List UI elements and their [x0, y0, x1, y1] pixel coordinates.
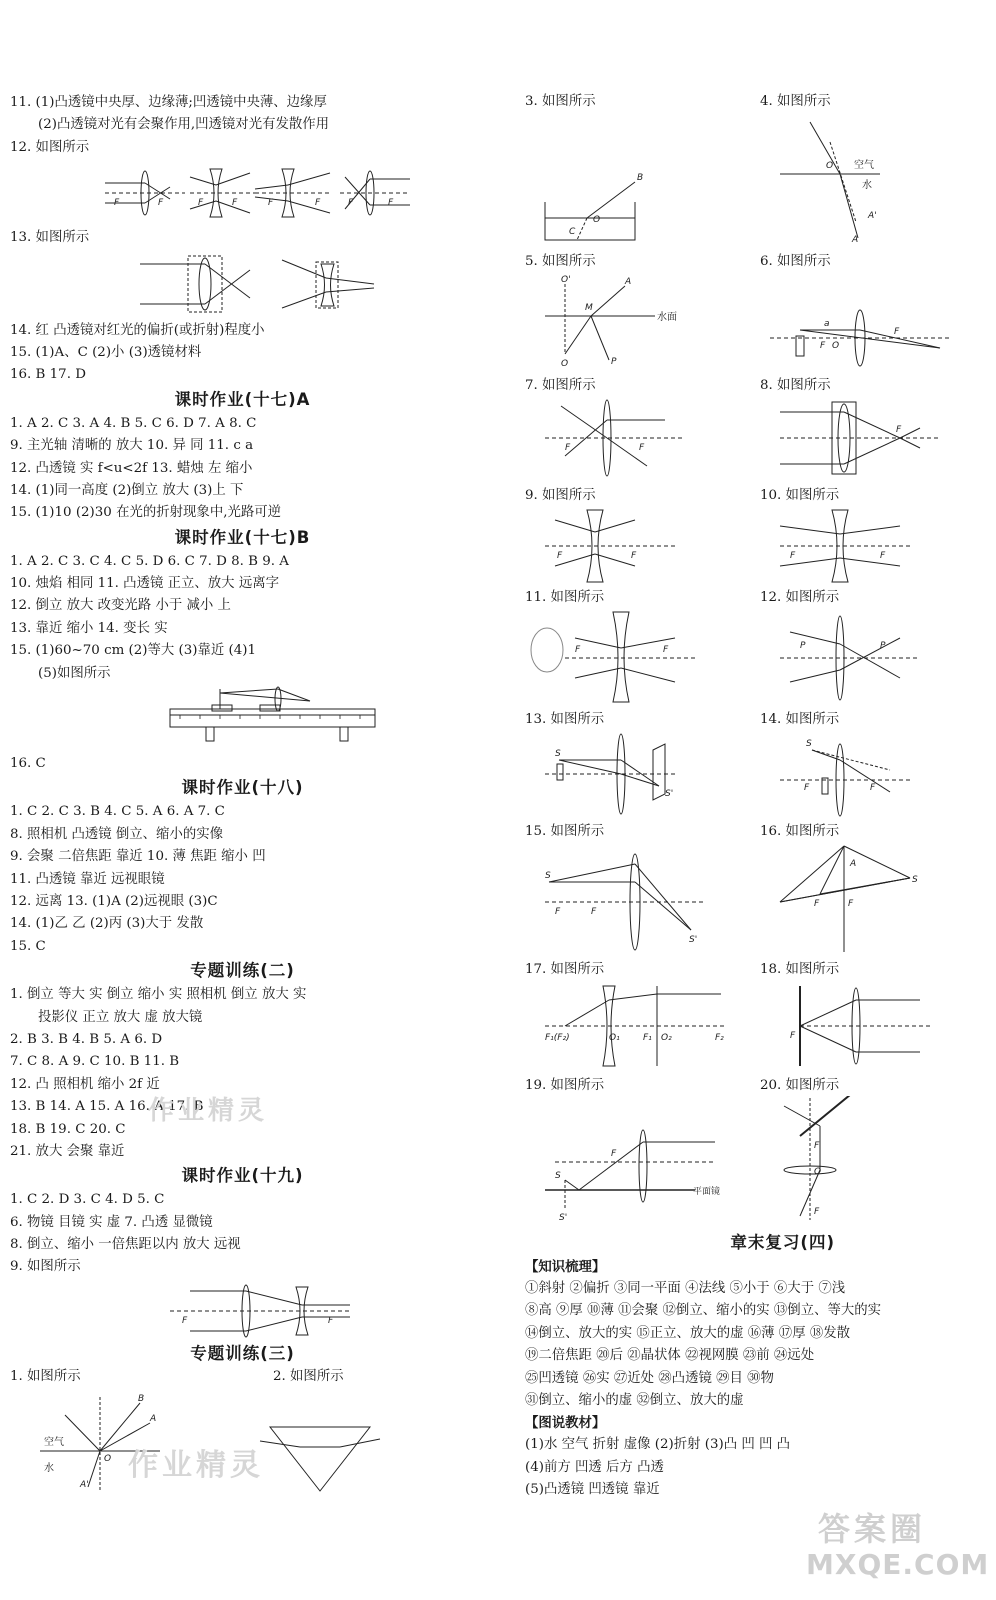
- svg-text:O: O: [104, 1453, 112, 1464]
- answer-z2-line: 18. B 19. C 20. C: [10, 1121, 126, 1137]
- right-column: [525, 92, 995, 1502]
- svg-text:F: F: [639, 443, 645, 453]
- svg-text:O: O: [593, 215, 601, 225]
- diagram-5: [525, 272, 760, 372]
- svg-text:O: O: [832, 341, 840, 351]
- answer-17a-line: 1. A 2. C 3. A 4. B 5. C 6. D 7. A 8. C: [10, 415, 257, 431]
- watermark-logo: 答案圈: [818, 1510, 927, 1548]
- caption-8: 8. 如图所示: [760, 378, 831, 393]
- lens-diagram-q13: [10, 250, 475, 320]
- caption-3: 3. 如图所示: [525, 94, 596, 109]
- diagram-3: [525, 112, 760, 248]
- svg-text:F: F: [894, 327, 900, 337]
- svg-text:F: F: [804, 783, 810, 793]
- diagram-17: [525, 980, 760, 1072]
- label-mirror: 平面镜: [693, 1187, 721, 1197]
- caption-12: 12. 如图所示: [760, 590, 840, 605]
- svg-text:O: O: [826, 161, 834, 171]
- caption-13: 13. 如图所示: [525, 712, 605, 727]
- svg-text:F: F: [790, 551, 796, 561]
- heading-17b: 课时作业(十七)B: [174, 527, 311, 547]
- caption-18: 18. 如图所示: [760, 962, 840, 977]
- svg-text:F: F: [848, 899, 854, 909]
- svg-text:O: O: [561, 359, 569, 369]
- svg-text:F: F: [631, 551, 637, 561]
- lens-diagram-q12: [10, 159, 475, 227]
- answer-18-line: 8. 照相机 凸透镜 倒立、缩小的实像: [10, 826, 224, 842]
- svg-text:S: S: [912, 875, 918, 885]
- answer-18-line: 11. 凸透镜 靠近 远视眼镜: [10, 871, 165, 887]
- svg-text:F₂: F₂: [715, 1033, 724, 1043]
- svg-text:A: A: [625, 277, 632, 287]
- svg-text:F: F: [814, 899, 820, 909]
- svg-text:A': A': [868, 211, 877, 221]
- answer-18-line: 9. 会聚 二倍焦距 靠近 10. 薄 焦距 缩小 凹: [10, 849, 266, 865]
- answer-17b-line: 13. 靠近 缩小 14. 变长 实: [10, 620, 168, 636]
- answer-z3-2: 2. 如图所示: [273, 1368, 344, 1384]
- svg-text:F: F: [814, 1141, 820, 1151]
- diagram-12: [760, 608, 995, 706]
- svg-text:F: F: [814, 1207, 820, 1217]
- svg-text:S: S: [545, 871, 551, 881]
- answer-z3-1: 1. 如图所示: [10, 1368, 81, 1384]
- svg-text:F: F: [896, 425, 902, 435]
- label-water-4: 水: [862, 180, 872, 191]
- svg-text:B: B: [637, 173, 644, 183]
- svg-text:M: M: [585, 303, 593, 313]
- svg-text:S: S: [806, 739, 812, 749]
- caption-6: 6. 如图所示: [760, 254, 831, 269]
- svg-text:P: P: [611, 357, 617, 367]
- answer-18-line: 14. (1)乙 乙 (2)丙 (3)大于 发散: [10, 916, 204, 932]
- watermark: 作业精灵: [128, 1448, 264, 1483]
- answer-17a-line: 12. 凸透镜 实 f<u<2f 13. 蜡烛 左 缩小: [10, 460, 253, 476]
- answer-17a-line: 14. (1)同一高度 (2)倒立 放大 (3)上 下: [10, 482, 244, 498]
- answer-18-line: 1. C 2. C 3. B 4. C 5. A 6. A 7. C: [10, 804, 225, 820]
- svg-text:S': S': [665, 789, 674, 799]
- svg-text:a: a: [824, 319, 830, 329]
- svg-text:A: A: [850, 859, 857, 869]
- svg-text:F: F: [328, 1315, 334, 1326]
- svg-text:A': A': [80, 1479, 89, 1490]
- svg-text:F: F: [555, 907, 561, 917]
- answer-16: 16. B 17. D: [10, 367, 86, 383]
- svg-text:F: F: [198, 198, 204, 209]
- heading-18: 课时作业(十八): [181, 778, 304, 798]
- textbook-line: (4)前方 凹透 后方 凸透: [525, 1459, 664, 1475]
- answer-12: 12. 如图所示: [10, 139, 90, 155]
- svg-text:F: F: [790, 1031, 796, 1041]
- answer-z2-line: 投影仪 正立 放大 虚 放大镜: [38, 1009, 203, 1025]
- heading-chapter-review: 章末复习(四): [730, 1233, 835, 1252]
- answer-15: 15. (1)A、C (2)小 (3)透镜材料: [10, 344, 202, 360]
- svg-text:F: F: [663, 645, 669, 655]
- knowledge-line: ⑧高 ⑨厚 ⑩薄 ⑪会聚 ⑫倒立、缩小的实 ⑬倒立、等大的实: [525, 1303, 882, 1319]
- knowledge-line: ㉛倒立、缩小的虚 ㉜倒立、放大的虚: [525, 1392, 744, 1408]
- answer-19-line: 8. 倒立、缩小 一倍焦距以内 放大 远视: [10, 1237, 241, 1253]
- answer-11b: (2)凸透镜对光有会聚作用,凹透镜对光有发散作用: [38, 117, 330, 133]
- diagram-7: [525, 396, 760, 482]
- textbook-line: (5)凸透镜 凹透镜 靠近: [525, 1482, 660, 1498]
- answer-z2-line: 21. 放大 会聚 靠近: [10, 1143, 125, 1159]
- left-column: [10, 92, 475, 1497]
- caption-11: 11. 如图所示: [525, 590, 605, 605]
- answer-z2-line: 2. B 3. B 4. B 5. A 6. D: [10, 1031, 163, 1047]
- label-air: 空气: [44, 1436, 64, 1448]
- svg-text:B: B: [138, 1393, 145, 1404]
- answer-13: 13. 如图所示: [10, 230, 90, 246]
- caption-17: 17. 如图所示: [525, 962, 605, 977]
- svg-text:F: F: [591, 907, 597, 917]
- svg-text:C: C: [569, 227, 576, 237]
- caption-4: 4. 如图所示: [760, 94, 831, 109]
- svg-text:A: A: [150, 1413, 157, 1424]
- answer-14: 14. 红 凸透镜对红光的偏折(或折射)程度小: [10, 322, 265, 338]
- diagram-19: [525, 1096, 760, 1226]
- caption-14: 14. 如图所示: [760, 712, 840, 727]
- answer-17b-line: 1. A 2. C 3. C 4. C 5. D 6. C 7. D 8. B 9. A: [10, 553, 289, 569]
- answer-19-line: 9. 如图所示: [10, 1259, 81, 1275]
- answer-18-line: 15. C: [10, 938, 46, 954]
- svg-text:S: S: [555, 1171, 561, 1181]
- caption-5: 5. 如图所示: [525, 254, 596, 269]
- svg-text:F: F: [575, 645, 581, 655]
- watermark-site: MXQE.COM: [806, 1548, 990, 1581]
- answer-17b-line: 15. (1)60~70 cm (2)等大 (3)靠近 (4)1: [10, 643, 257, 659]
- svg-text:F: F: [268, 198, 274, 209]
- svg-text:S': S': [559, 1213, 568, 1223]
- diagram-15: [525, 842, 760, 956]
- answer-17b-5: (5)如图所示: [38, 665, 111, 681]
- diagram-16: [760, 842, 995, 956]
- svg-text:F: F: [158, 198, 164, 209]
- answer-z2-line: 7. C 8. A 9. C 10. B 11. B: [10, 1054, 180, 1070]
- telescope-diagram: [10, 1279, 475, 1341]
- svg-text:F: F: [182, 1315, 188, 1326]
- caption-9: 9. 如图所示: [525, 488, 596, 503]
- diagram-14: [760, 730, 995, 818]
- diagram-20: [760, 1096, 995, 1226]
- answer-17a-line: 15. (1)10 (2)30 在光的折射现象中,光路可逆: [10, 505, 282, 521]
- knowledge-line: ⑭倒立、放大的实 ⑮正立、放大的虚 ⑯薄 ⑰厚 ⑱发散: [525, 1325, 851, 1341]
- diagram-8: [760, 396, 995, 482]
- diagram-11: [525, 608, 760, 706]
- label-water-surface: 水面: [657, 312, 677, 323]
- caption-19: 19. 如图所示: [525, 1078, 605, 1093]
- diagram-4: [760, 112, 995, 248]
- caption-10: 10. 如图所示: [760, 488, 840, 503]
- answer-17a-line: 9. 主光轴 清晰的 放大 10. 异 同 11. c a: [10, 438, 254, 454]
- caption-20: 20. 如图所示: [760, 1078, 840, 1093]
- label-water: 水: [44, 1462, 54, 1474]
- svg-text:P: P: [880, 641, 886, 651]
- svg-text:F: F: [820, 341, 826, 351]
- knowledge-title: 【知识梳理】: [525, 1259, 606, 1275]
- answer-11a: 11. (1)凸透镜中央厚、边缘薄;凹透镜中央薄、边缘厚: [10, 95, 327, 110]
- answer-19-line: 1. C 2. D 3. C 4. D 5. C: [10, 1192, 165, 1208]
- diagram-18: [760, 980, 995, 1072]
- knowledge-line: ㉕凹透镜 ㉖实 ㉗近处 ㉘凸透镜 ㉙目 ㉚物: [525, 1370, 774, 1386]
- svg-text:O': O': [561, 275, 571, 285]
- heading-zhuanti-3: 专题训练(三): [190, 1343, 295, 1363]
- answer-19-line: 6. 物镜 目镜 实 虚 7. 凸透 显微镜: [10, 1214, 213, 1230]
- svg-text:S: S: [555, 749, 561, 759]
- caption-7: 7. 如图所示: [525, 378, 596, 393]
- heading-19: 课时作业(十九): [181, 1166, 304, 1186]
- caption-16: 16. 如图所示: [760, 824, 840, 839]
- diagram-13: [525, 730, 760, 818]
- svg-text:O₂: O₂: [661, 1033, 672, 1043]
- answer-17b-16: 16. C: [10, 756, 46, 772]
- svg-text:A: A: [852, 235, 859, 245]
- svg-text:S': S': [689, 935, 698, 945]
- svg-text:F: F: [388, 198, 394, 209]
- heading-17a: 课时作业(十七)A: [174, 389, 311, 409]
- diagram-10: [760, 506, 995, 584]
- answer-z2-line: 12. 凸 照相机 缩小 2f 近: [10, 1076, 160, 1092]
- svg-text:O: O: [814, 1167, 822, 1177]
- answer-z2-line: 1. 倒立 等大 实 倒立 缩小 实 照相机 倒立 放大 实: [10, 987, 307, 1003]
- knowledge-line: ⑲二倍焦距 ⑳后 ㉑晶状体 ㉒视网膜 ㉓前 ㉔远处: [525, 1348, 815, 1364]
- caption-15: 15. 如图所示: [525, 824, 605, 839]
- svg-text:F: F: [880, 551, 886, 561]
- svg-text:F: F: [348, 198, 354, 209]
- diagram-6: [760, 272, 995, 372]
- svg-text:F: F: [565, 443, 571, 453]
- svg-text:F: F: [870, 783, 876, 793]
- knowledge-line: ①斜射 ②偏折 ③同一平面 ④法线 ⑤小于 ⑥大于 ⑦浅: [525, 1281, 846, 1296]
- svg-text:O₁: O₁: [609, 1033, 620, 1043]
- svg-text:P: P: [800, 641, 806, 651]
- answer-18-line: 12. 远离 13. (1)A (2)远视眼 (3)C: [10, 893, 218, 909]
- heading-zhuanti-2: 专题训练(二): [190, 961, 295, 981]
- svg-text:F: F: [232, 198, 238, 209]
- diagram-9: [525, 506, 760, 584]
- textbook-title: 【图说教材】: [525, 1415, 606, 1432]
- answer-17b-line: 12. 倒立 放大 改变光路 小于 减小 上: [10, 598, 231, 614]
- svg-text:F: F: [315, 198, 321, 209]
- svg-text:F: F: [557, 551, 563, 561]
- label-air-4: 空气: [854, 160, 874, 171]
- watermark: 作业精灵: [148, 1096, 269, 1126]
- answer-17b-line: 10. 烛焰 相同 11. 凸透镜 正立、放大 远离字: [10, 576, 279, 592]
- textbook-line: (1)水 空气 折射 虚像 (2)折射 (3)凸 凹 凹 凸: [525, 1437, 791, 1453]
- svg-text:F₁(F₂): F₁(F₂): [545, 1033, 570, 1043]
- answer-z2-line: 13. B 14. A 15. A 16. A 17. B: [10, 1099, 204, 1115]
- svg-text:F: F: [114, 198, 120, 209]
- svg-text:F₁: F₁: [643, 1033, 652, 1043]
- svg-text:F: F: [611, 1149, 617, 1159]
- optical-bench-diagram: [10, 685, 475, 753]
